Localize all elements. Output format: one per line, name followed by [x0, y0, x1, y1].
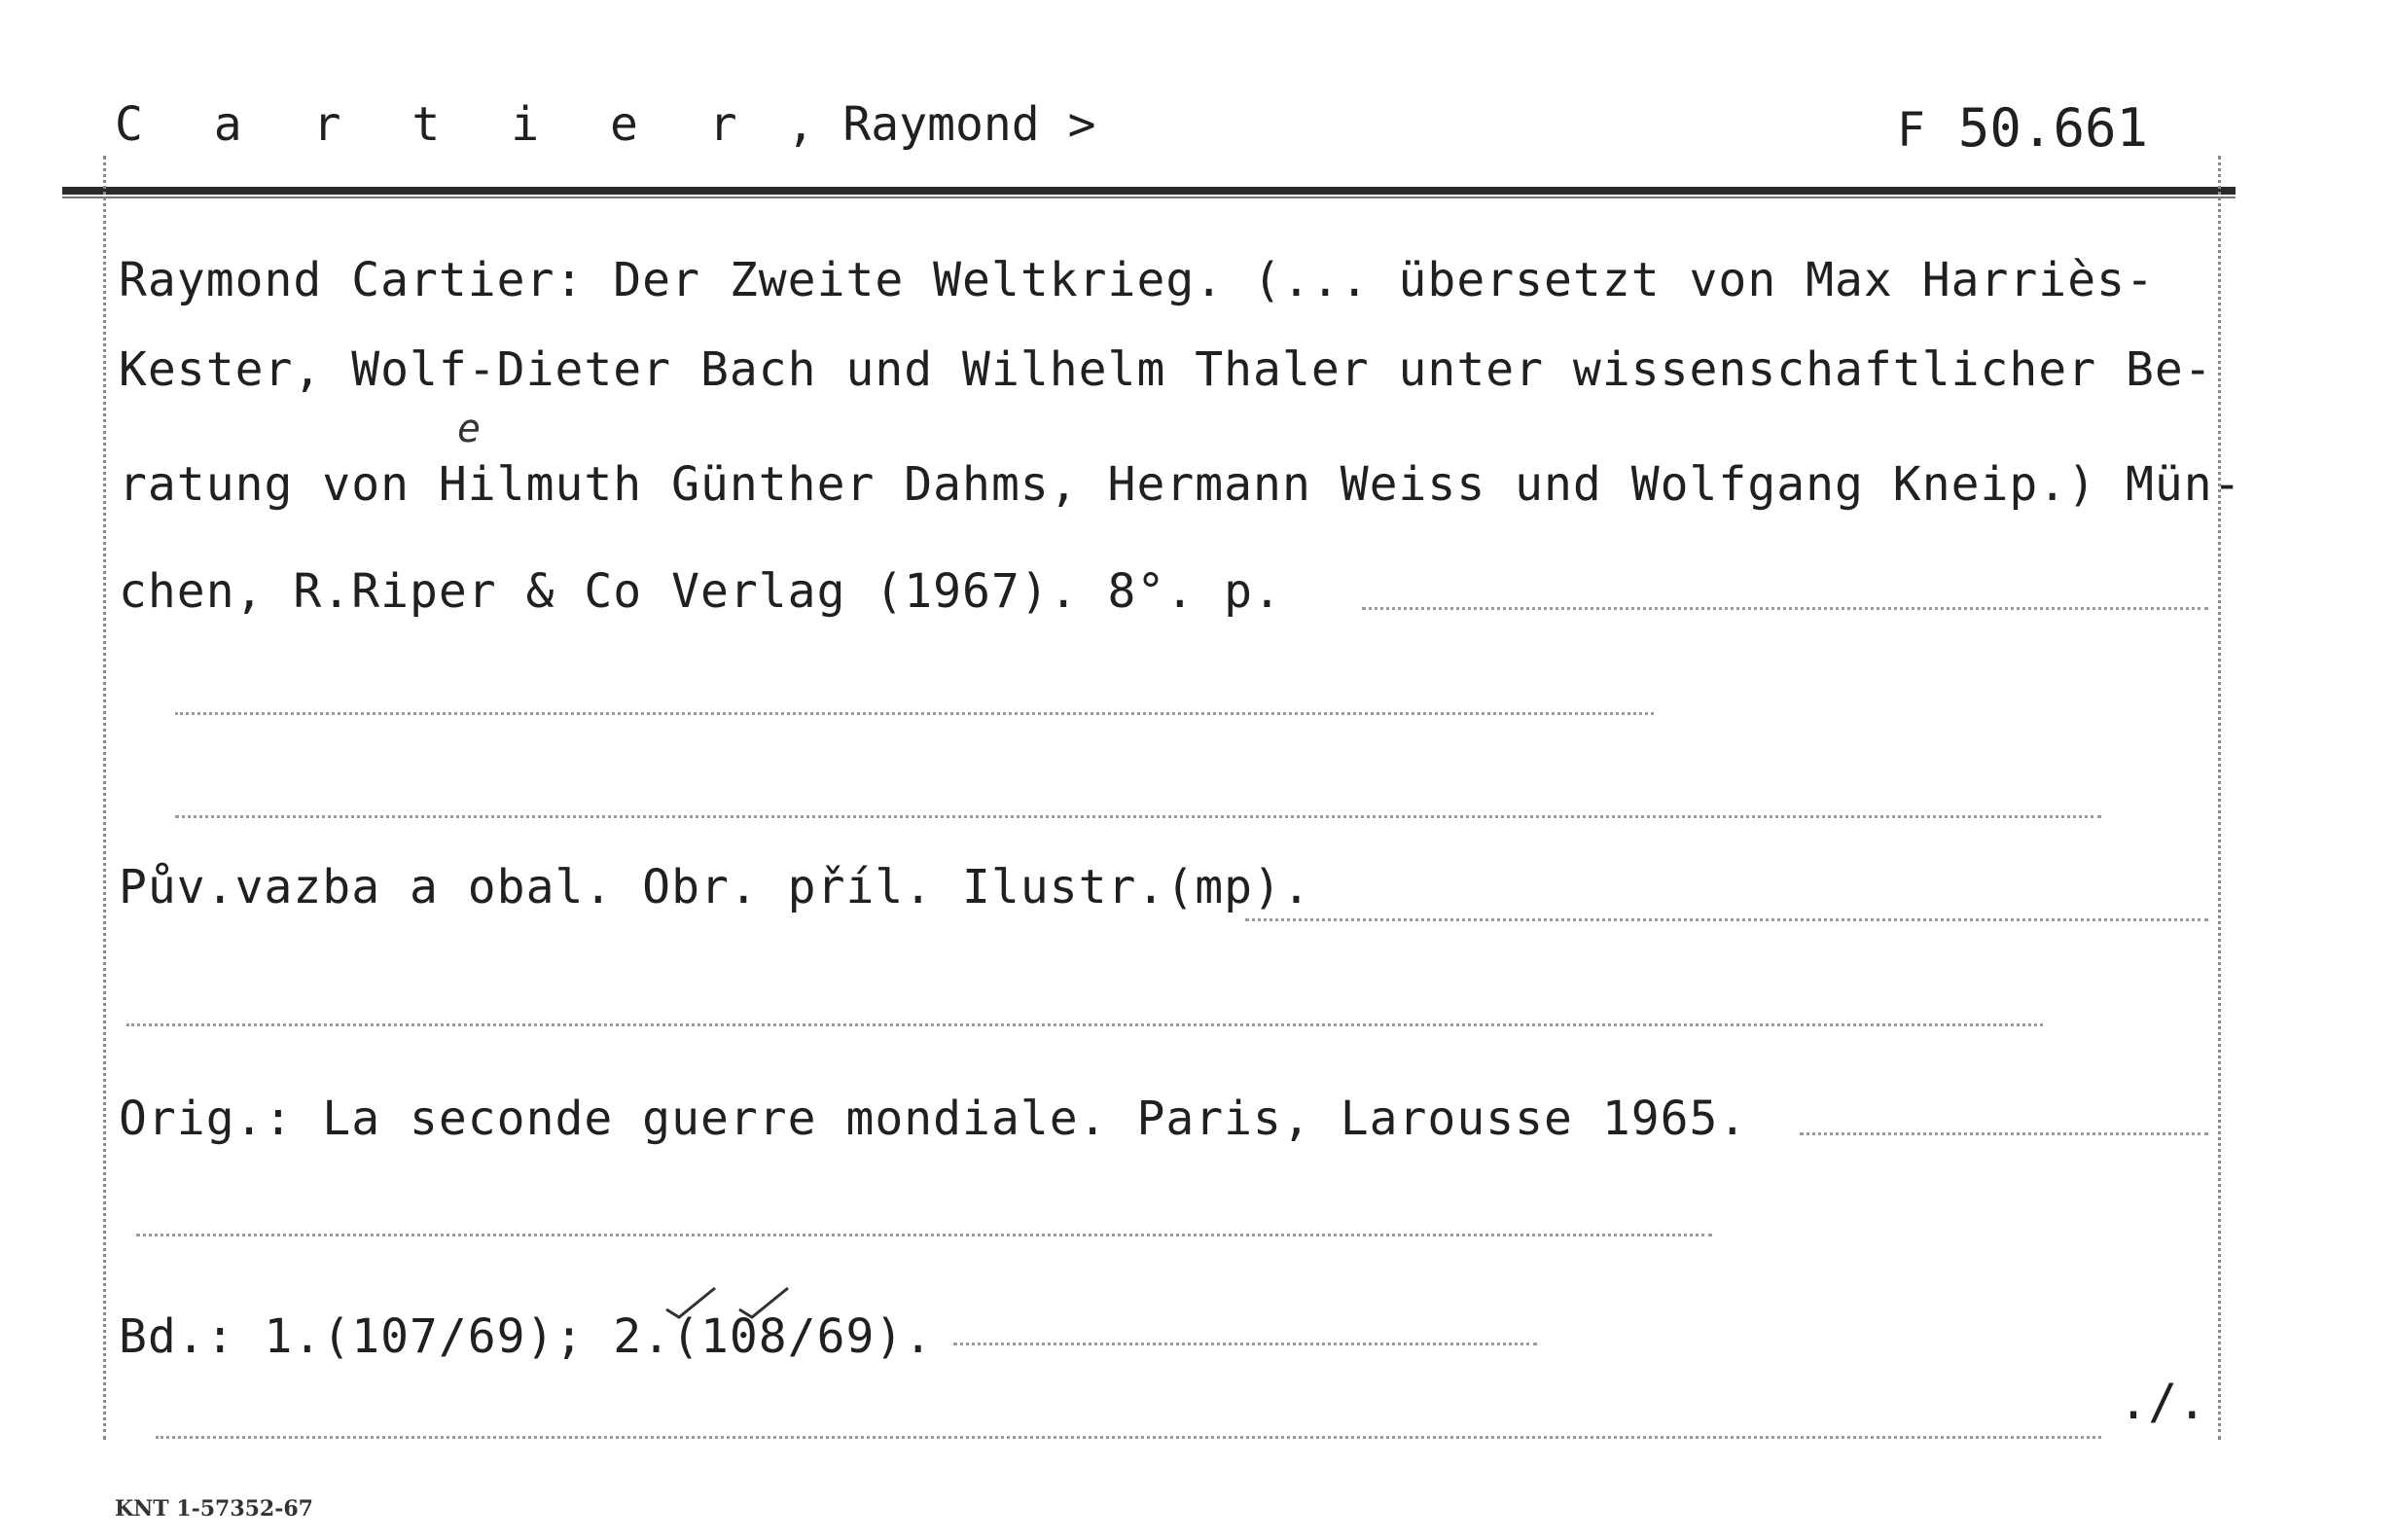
leader-dots — [175, 815, 2101, 818]
right-margin-guide — [2218, 156, 2221, 1440]
left-margin-guide — [103, 156, 106, 1440]
end-mark: ./. — [2119, 1374, 2207, 1430]
heading-rule-shadow — [62, 197, 2236, 198]
heading-bracket: > — [1039, 97, 1096, 152]
heading-forename: Raymond — [842, 97, 1040, 152]
leader-dots — [1362, 607, 2208, 610]
call-number-prefix: F — [1897, 103, 1925, 158]
binding-note: Pův.vazba a obal. Obr. příl. Ilustr.(mp). — [119, 860, 1311, 914]
original-title-note: Orig.: La seconde guerre mondiale. Paris, Larousse 1965. — [119, 1092, 1748, 1146]
call-number-value: 50.661 — [1957, 97, 2148, 159]
leader-dots — [175, 712, 1654, 715]
leader-dots — [156, 1436, 2101, 1439]
leader-dots — [953, 1343, 1537, 1345]
leader-dots — [136, 1234, 1712, 1236]
entry-line-3: ratung von Hilmuth Günther Dahms, Hermann Weiss und Wolfgang Kneip.) Mün- — [119, 457, 2242, 512]
check-mark-icon — [734, 1282, 793, 1321]
heading-rule — [62, 187, 2236, 195]
entry-line-4: chen, R.Riper & Co Verlag (1967). 8°. p. — [119, 564, 1282, 619]
heading-separator: , — [758, 97, 843, 152]
heading-surname: C a r t i e r — [115, 97, 759, 152]
leader-dots — [126, 1023, 2043, 1026]
leader-dots — [1245, 918, 2208, 921]
card-print-code: KNT 1-57352-67 — [115, 1496, 313, 1522]
volumes-note: Bd.: 1.(107/69); 2.(108/69). — [119, 1309, 934, 1364]
entry-line-2: Kester, Wolf-Dieter Bach und Wilhelm Thaler unter wissenschaftlicher Be- — [119, 342, 2213, 397]
call-number — [1897, 97, 2148, 159]
entry-line-1: Raymond Cartier: Der Zweite Weltkrieg. (... übersetzt von Max Harriès- — [119, 253, 2155, 307]
handwritten-correction: e — [457, 407, 483, 451]
card-heading — [115, 97, 1095, 152]
leader-dots — [1800, 1132, 2208, 1135]
check-mark-icon — [662, 1282, 720, 1321]
